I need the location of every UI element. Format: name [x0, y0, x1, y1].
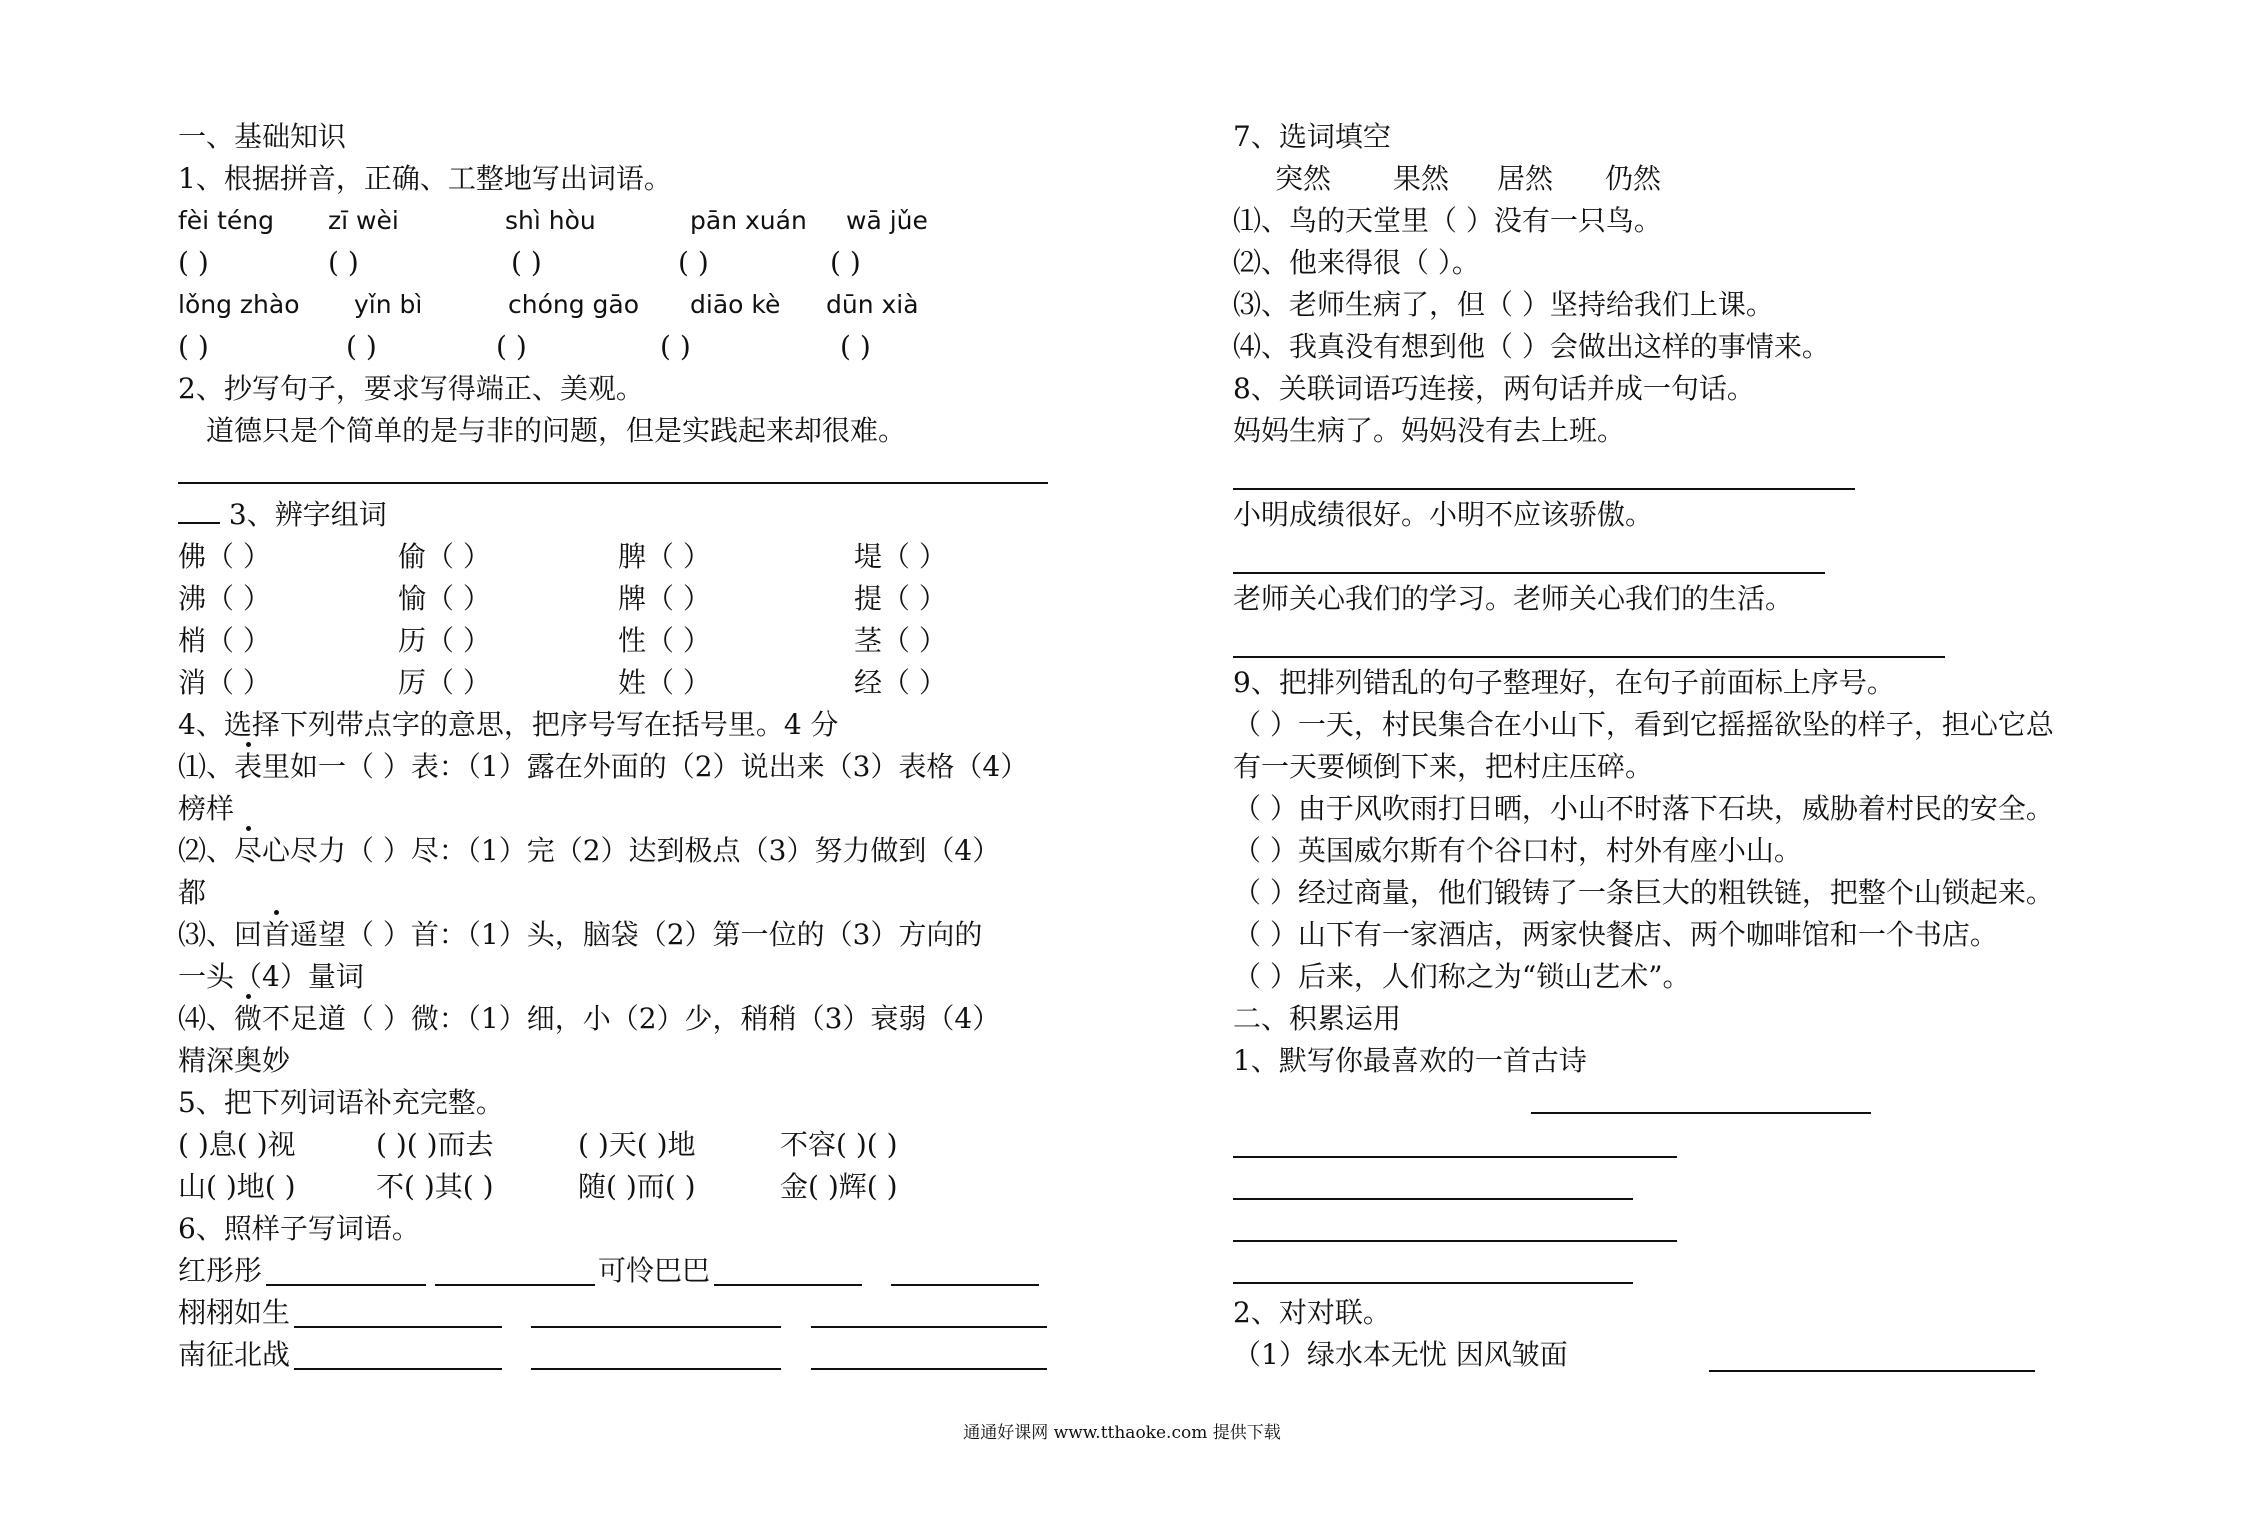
q9-item: （ ）后来，人们称之为“锁山艺术”。 — [1233, 960, 1691, 993]
q4-item — [178, 830, 1078, 872]
q7-item: ⑷、我真没有想到他（ ）会做出这样的事情来。 — [1233, 330, 1830, 363]
q8-item: 老师关心我们的学习。老师关心我们的生活。 — [1233, 582, 1794, 615]
answer-line[interactable] — [811, 1368, 1047, 1370]
q8-answer-line-row — [1233, 536, 2123, 578]
answer-parens[interactable]: ( ) — [511, 246, 542, 279]
q7-item: ⑵、他来得很（ ）。 — [1233, 246, 1480, 279]
answer-line[interactable] — [811, 1326, 1047, 1328]
char-item: 梢（ ） — [178, 624, 271, 657]
answer-line[interactable] — [294, 1368, 502, 1370]
item-text: 里如一（ ）表：（1）露在外面的（2）说出来（3）表格（4） — [262, 750, 1029, 783]
pinyin: diāo kè — [690, 290, 781, 319]
q8-item: 妈妈生病了。妈妈没有去上班。 — [1233, 414, 1626, 447]
q7-title: 7、选词填空 — [1233, 120, 1391, 153]
q4-item — [178, 746, 1078, 788]
answer-parens[interactable]: ( ) — [678, 246, 709, 279]
answer-line[interactable] — [1233, 1198, 1633, 1200]
pinyin-row-2 — [178, 284, 1078, 326]
q6-row — [178, 1292, 1078, 1334]
q1-title: 1、根据拼音，正确、工整地写出词语。 — [178, 162, 672, 195]
char-item: 茎（ ） — [854, 624, 947, 657]
dotted-char: 微 — [234, 998, 262, 1040]
idiom-item: ( )( )而去 — [376, 1128, 494, 1161]
char-item: 牌（ ） — [618, 582, 711, 615]
example-word: 红彤彤 — [178, 1254, 263, 1287]
char-item: 沸（ ） — [178, 582, 271, 615]
left-column — [178, 116, 1078, 1376]
q4-item — [178, 914, 1078, 956]
answer-line[interactable] — [266, 1284, 426, 1286]
pinyin: dūn xià — [826, 290, 919, 319]
answer-line[interactable] — [294, 1326, 502, 1328]
poem-line-row — [1233, 1166, 2123, 1208]
char-item: 偷（ ） — [398, 540, 491, 573]
answer-parens[interactable]: ( ) — [178, 246, 209, 279]
section-1-title: 一、基础知识 — [178, 120, 347, 153]
answer-line[interactable] — [1233, 656, 1945, 658]
char-item: 愉（ ） — [398, 582, 491, 615]
answer-parens[interactable]: ( ) — [178, 330, 209, 363]
answer-parens[interactable]: ( ) — [660, 330, 691, 363]
q9-item: （ ）经过商量，他们锻铸了一条巨大的粗铁链，把整个山锁起来。 — [1233, 876, 2054, 909]
answer-line[interactable] — [1233, 1240, 1677, 1242]
q3-row — [178, 578, 1078, 620]
poem-line-row — [1233, 1250, 2123, 1292]
item-text: 遥望（ ）首：（1）头，脑袋（2）第一位的（3）方向的 — [290, 918, 983, 951]
char-item: 性（ ） — [618, 624, 711, 657]
q8-answer-line-row — [1233, 620, 2123, 662]
pinyin: shì hòu — [505, 206, 596, 235]
answer-row-1 — [178, 242, 1078, 284]
example-word: 可怜巴巴 — [598, 1254, 711, 1287]
answer-parens[interactable]: ( ) — [328, 246, 359, 279]
q4-item-cont: 都 — [178, 876, 207, 909]
q3-row — [178, 662, 1078, 704]
item-number: ⑶、回 — [178, 918, 263, 951]
q5-title: 5、把下列词语补充完整。 — [178, 1086, 504, 1119]
q4-item — [178, 998, 1078, 1040]
couplet-row — [1233, 1334, 2123, 1376]
char-item: 堤（ ） — [854, 540, 947, 573]
s2-q2-title: 2、对对联。 — [1233, 1296, 1391, 1329]
item-number: ⑵、 — [178, 834, 235, 867]
answer-line[interactable] — [891, 1284, 1039, 1286]
q8-answer-line-row — [1233, 452, 2123, 494]
char-item: 消（ ） — [178, 666, 271, 699]
word-option: 居然 — [1497, 162, 1554, 195]
q9-item: （ ）山下有一家酒店，两家快餐店、两个咖啡馆和一个书店。 — [1233, 918, 1998, 951]
pinyin: chóng gāo — [508, 290, 640, 319]
q7-item: ⑴、鸟的天堂里（ ）没有一只鸟。 — [1233, 204, 1662, 237]
idiom-item: ( )息( )视 — [178, 1128, 296, 1161]
answer-row-2 — [178, 326, 1078, 368]
q5-row — [178, 1166, 1078, 1208]
dotted-char: 表 — [234, 746, 262, 788]
q9-item: （ ）一天，村民集合在小山下，看到它摇摇欲坠的样子，担心它总 — [1233, 708, 2054, 741]
item-text: 不足道（ ）微：（1）细，小（2）少，稍稍（3）衰弱（4） — [262, 1002, 1001, 1035]
answer-parens[interactable]: ( ) — [840, 330, 871, 363]
pinyin-row-1 — [178, 200, 1078, 242]
char-item: 厉（ ） — [398, 666, 491, 699]
answer-line[interactable] — [1233, 572, 1825, 574]
copy-answer-line — [178, 452, 1078, 494]
q4-title: 4、选择下列带点字的意思，把序号写在括号里。4 分 — [178, 708, 839, 741]
answer-line[interactable] — [1531, 1112, 1871, 1114]
answer-line[interactable] — [1233, 488, 1855, 490]
char-item: 姓（ ） — [618, 666, 711, 699]
poem-line-row — [1233, 1208, 2123, 1250]
answer-line[interactable] — [178, 482, 1048, 484]
right-column — [1233, 116, 2123, 1376]
copy-sentence: 道德只是个简单的是与非的问题，但是实践起来却很难。 — [206, 414, 907, 447]
q6-title: 6、照样子写词语。 — [178, 1212, 420, 1245]
poem-line-row — [1233, 1082, 2123, 1124]
answer-parens[interactable]: ( ) — [496, 330, 527, 363]
answer-line[interactable] — [1709, 1370, 2035, 1372]
dotted-char: 首 — [262, 914, 290, 956]
pinyin: wā jǔe — [846, 206, 928, 235]
idiom-item: 不容( )( ) — [780, 1128, 898, 1161]
q8-title: 8、关联词语巧连接，两句话并成一句话。 — [1233, 372, 1755, 405]
idiom-item: 山( )地( ) — [178, 1170, 296, 1203]
word-option: 仍然 — [1605, 162, 1662, 195]
pinyin: fèi téng — [178, 206, 274, 235]
answer-line[interactable] — [531, 1368, 781, 1370]
word-option: 果然 — [1393, 162, 1450, 195]
s2-q1-title: 1、默写你最喜欢的一首古诗 — [1233, 1044, 1587, 1077]
pinyin: zī wèi — [328, 206, 399, 235]
q9-item: （ ）英国威尔斯有个谷口村，村外有座小山。 — [1233, 834, 1802, 867]
q4-item-cont: 精深奥妙 — [178, 1044, 291, 1077]
example-word: 南征北战 — [178, 1338, 291, 1371]
char-item: 提（ ） — [854, 582, 947, 615]
q9-title: 9、把排列错乱的句子整理好，在句子前面标上序号。 — [1233, 666, 1895, 699]
char-item: 经（ ） — [854, 666, 947, 699]
couplet-item: （1）绿水本无忧 因风皱面 — [1233, 1338, 1568, 1371]
q3-title: 3、辨字组词 — [228, 498, 387, 531]
char-item: 历（ ） — [398, 624, 491, 657]
idiom-item: 随( )而( ) — [578, 1170, 696, 1203]
q5-row — [178, 1124, 1078, 1166]
answer-line[interactable] — [1233, 1156, 1677, 1158]
example-word: 栩栩如生 — [178, 1296, 291, 1329]
answer-line[interactable] — [714, 1284, 862, 1286]
char-item: 佛（ ） — [178, 540, 271, 573]
dotted-char: 尽 — [234, 830, 262, 872]
q4-item-cont: 一头（4）量词 — [178, 960, 364, 993]
answer-line[interactable] — [531, 1326, 781, 1328]
idiom-item: 不( )其( ) — [376, 1170, 494, 1203]
pinyin: lǒng zhào — [178, 290, 300, 319]
q3-header — [178, 494, 1078, 536]
blank-line — [178, 496, 220, 524]
q9-item: （ ）由于风吹雨打日晒，小山不时落下石块，威胁着村民的安全。 — [1233, 792, 2054, 825]
q7-item: ⑶、老师生病了，但（ ）坚持给我们上课。 — [1233, 288, 1774, 321]
pinyin: yǐn bì — [354, 290, 423, 319]
footer-credit: 通通好课网 www.tthaoke.com 提供下载 — [963, 1423, 1281, 1443]
word-option: 突然 — [1275, 162, 1332, 195]
answer-parens[interactable]: ( ) — [346, 330, 377, 363]
word-bank — [1233, 158, 2123, 200]
q9-item-cont: 有一天要倾倒下来，把村庄压碎。 — [1233, 750, 1654, 783]
idiom-item: ( )天( )地 — [578, 1128, 696, 1161]
char-item: 脾（ ） — [618, 540, 711, 573]
item-number: ⑴、 — [178, 750, 235, 783]
q3-row — [178, 620, 1078, 662]
poem-line-row — [1233, 1124, 2123, 1166]
q6-row — [178, 1334, 1078, 1376]
q6-row — [178, 1250, 1078, 1292]
q4-item-cont: 榜样 — [178, 792, 235, 825]
item-number: ⑷、 — [178, 1002, 235, 1035]
answer-line[interactable] — [1233, 1282, 1633, 1284]
item-text: 心尽力（ ）尽：（1）完（2）达到极点（3）努力做到（4） — [262, 834, 1001, 867]
section-2-title: 二、积累运用 — [1233, 1002, 1402, 1035]
q2-title: 2、抄写句子，要求写得端正、美观。 — [178, 372, 644, 405]
pinyin: pān xuán — [690, 206, 807, 235]
q8-item: 小明成绩很好。小明不应该骄傲。 — [1233, 498, 1654, 531]
answer-parens[interactable]: ( ) — [830, 246, 861, 279]
answer-line[interactable] — [435, 1284, 595, 1286]
idiom-item: 金( )辉( ) — [780, 1170, 898, 1203]
q3-row — [178, 536, 1078, 578]
